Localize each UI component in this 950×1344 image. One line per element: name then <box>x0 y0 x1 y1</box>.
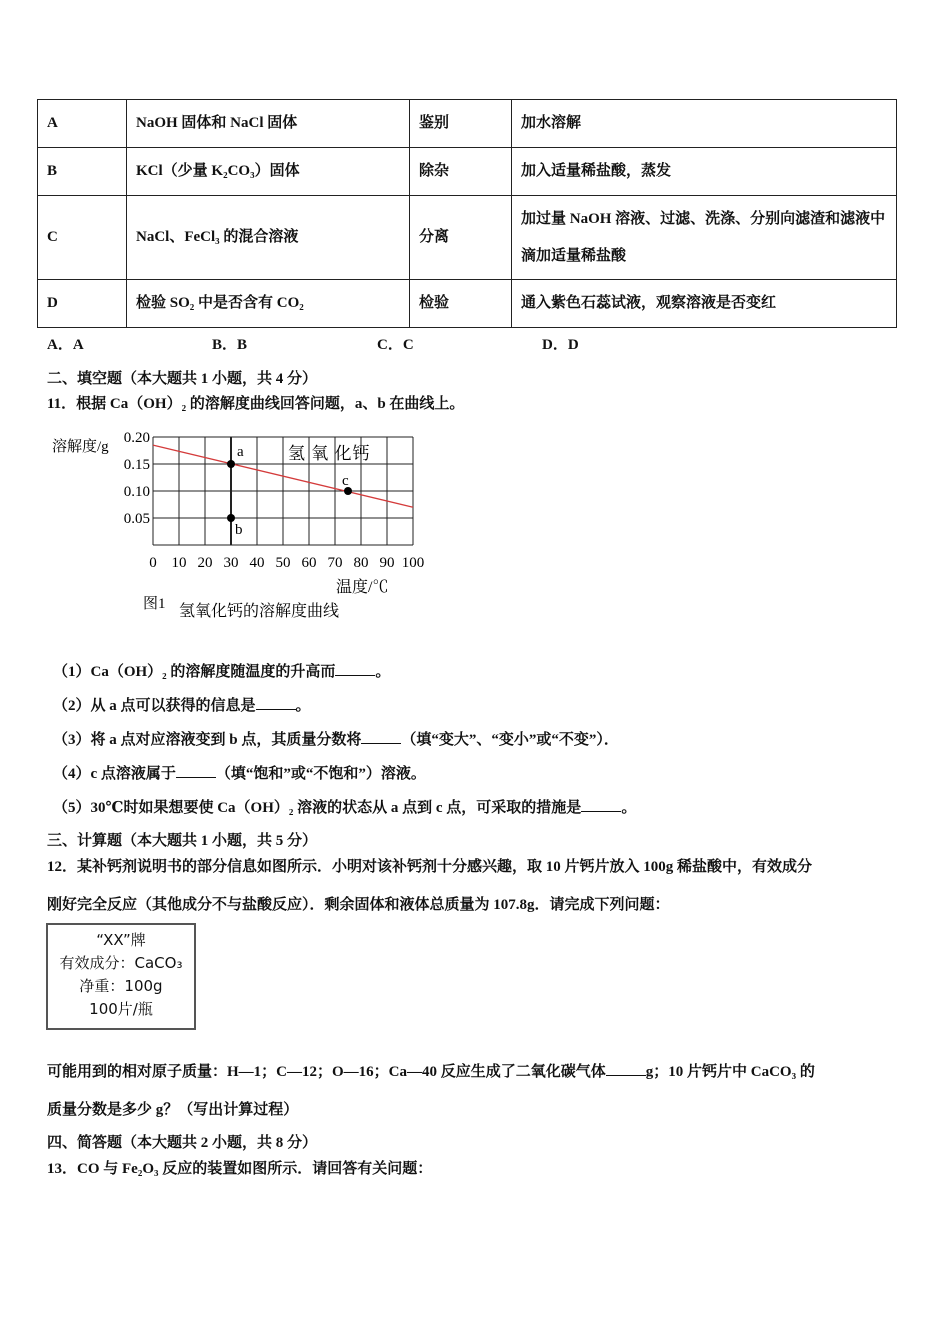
table-row <box>38 280 897 328</box>
answer-blank[interactable] <box>361 729 401 744</box>
option-b: B．B <box>212 337 248 353</box>
x-tick-label: 60 <box>301 555 317 571</box>
product-label <box>46 923 196 1030</box>
options-table <box>37 99 897 328</box>
y-axis-label: 溶解度/g <box>52 439 109 455</box>
x-tick-label: 100 <box>401 555 425 571</box>
x-tick-label: 70 <box>327 555 343 571</box>
figure-label: 图1 <box>143 596 166 612</box>
option-a: A．A <box>47 337 84 353</box>
cell: B <box>38 148 127 196</box>
cell: 鉴别 <box>410 100 512 148</box>
question-12-line1: 12．某补钙剂说明书的部分信息如图所示．小明对该补钙剂十分感兴趣，取 10 片钙片放入 100g 稀盐酸中，有效成分 <box>47 859 813 875</box>
question-11: 11．根据 Ca（OH）₂ 的溶解度曲线回答问题，a、b 在曲线上。 <box>47 396 465 412</box>
section-heading: 三、计算题（本大题共 1 小题，共 5 分） <box>47 833 318 849</box>
point-label: a <box>237 444 244 460</box>
y-tick-label: 0.10 <box>123 484 150 500</box>
cell: D <box>38 280 127 328</box>
cell: 除杂 <box>410 148 512 196</box>
answer-blank[interactable] <box>176 763 216 778</box>
question-12-line2: 刚好完全反应（其他成分不与盐酸反应）．剩余固体和液体总质量为 107.8g．请完成下列问题： <box>47 897 670 913</box>
point-label: b <box>235 522 243 538</box>
text: （填“饱和”或“不饱和”）溶液。 <box>215 766 426 782</box>
text: （3）将 a 点对应溶液变到 b 点，其质量分数将 <box>53 732 362 748</box>
answer-blank[interactable] <box>335 661 375 676</box>
question-12-line4: 质量分数是多少 g？（写出计算过程） <box>47 1102 299 1118</box>
sub-question <box>53 762 426 783</box>
cell: 加过量 NaOH 溶液、过滤、洗涤、分别向滤渣和滤液中滴加适量稀盐酸 <box>512 196 897 280</box>
cell: A <box>38 100 127 148</box>
cell: C <box>38 196 127 280</box>
y-tick-label: 0.05 <box>123 511 150 527</box>
text: 。 <box>621 800 637 816</box>
text: （5）30℃时如果想要使 Ca（OH）₂ 溶液的状态从 a 点到 c 点，可采取的措施是 <box>53 800 582 816</box>
y-tick-label: 0.20 <box>123 430 150 446</box>
cell: 分离 <box>410 196 512 280</box>
label-line: 100片/瓶 <box>89 1000 153 1018</box>
text: （1）Ca（OH）₂ 的溶解度随温度的升高而 <box>53 664 336 680</box>
x-tick-label: 90 <box>379 555 395 571</box>
text: g；10 片钙片中 CaCO₃ 的 <box>645 1064 815 1080</box>
answer-blank[interactable] <box>256 695 296 710</box>
question-12-line3 <box>47 1060 815 1081</box>
answer-blank[interactable] <box>606 1061 646 1076</box>
cell: 检验 SO₂ 中是否含有 CO₂ <box>127 280 410 328</box>
cell: 通入紫色石蕊试液，观察溶液是否变红 <box>512 280 897 328</box>
option-c: C．C <box>377 337 414 353</box>
cell: 加入适量稀盐酸，蒸发 <box>512 148 897 196</box>
series-label: 氢 氧 化钙 <box>288 444 371 463</box>
cell: 检验 <box>410 280 512 328</box>
x-tick-label: 0 <box>149 555 157 571</box>
sub-question <box>53 796 636 817</box>
x-tick-label: 10 <box>171 555 187 571</box>
y-tick-label: 0.15 <box>123 457 150 473</box>
table-row <box>38 196 897 280</box>
cell: 加水溶解 <box>512 100 897 148</box>
sub-question <box>53 660 390 681</box>
point-b <box>227 514 235 522</box>
x-tick-label: 50 <box>275 555 291 571</box>
text: （填“变大”、“变小”或“不变”）． <box>401 732 619 748</box>
section-heading: 四、简答题（本大题共 2 小题，共 8 分） <box>47 1135 318 1151</box>
text: （4）c 点溶液属于 <box>53 766 176 782</box>
text: 。 <box>375 664 391 680</box>
x-tick-label: 40 <box>249 555 265 571</box>
x-tick-label: 30 <box>223 555 239 571</box>
option-d: D．D <box>542 337 579 353</box>
label-line: 净重：100g <box>79 977 163 995</box>
point-label: c <box>342 473 349 489</box>
label-line: 有效成分：CaCO₃ <box>59 954 183 972</box>
x-axis-label: 温度/℃ <box>336 579 389 596</box>
point-a <box>227 460 235 468</box>
table-row <box>38 100 897 148</box>
sub-question <box>53 728 619 749</box>
table-row <box>38 148 897 196</box>
x-tick-label: 20 <box>197 555 213 571</box>
text: 可能用到的相对原子质量：H—1；C—12；O—16；Ca—40 反应生成了二氧化碳气体 <box>47 1064 606 1080</box>
chart-title: 氢氧化钙的溶解度曲线 <box>179 603 340 620</box>
section-heading: 二、填空题（本大题共 1 小题，共 4 分） <box>47 371 318 387</box>
cell: NaOH 固体和 NaCl 固体 <box>127 100 410 148</box>
text: （2）从 a 点可以获得的信息是 <box>53 698 256 714</box>
sub-question <box>53 694 311 715</box>
text: 。 <box>295 698 311 714</box>
cell: NaCl、FeCl₃ 的混合溶液 <box>127 196 410 280</box>
solubility-chart <box>40 425 460 630</box>
answer-blank[interactable] <box>581 797 621 812</box>
cell: KCl（少量 K₂CO₃）固体 <box>127 148 410 196</box>
question-13: 13．CO 与 Fe₂O₃ 反应的装置如图所示．请回答有关问题： <box>47 1161 433 1177</box>
label-line: “XX”牌 <box>96 931 146 949</box>
x-tick-label: 80 <box>353 555 369 571</box>
